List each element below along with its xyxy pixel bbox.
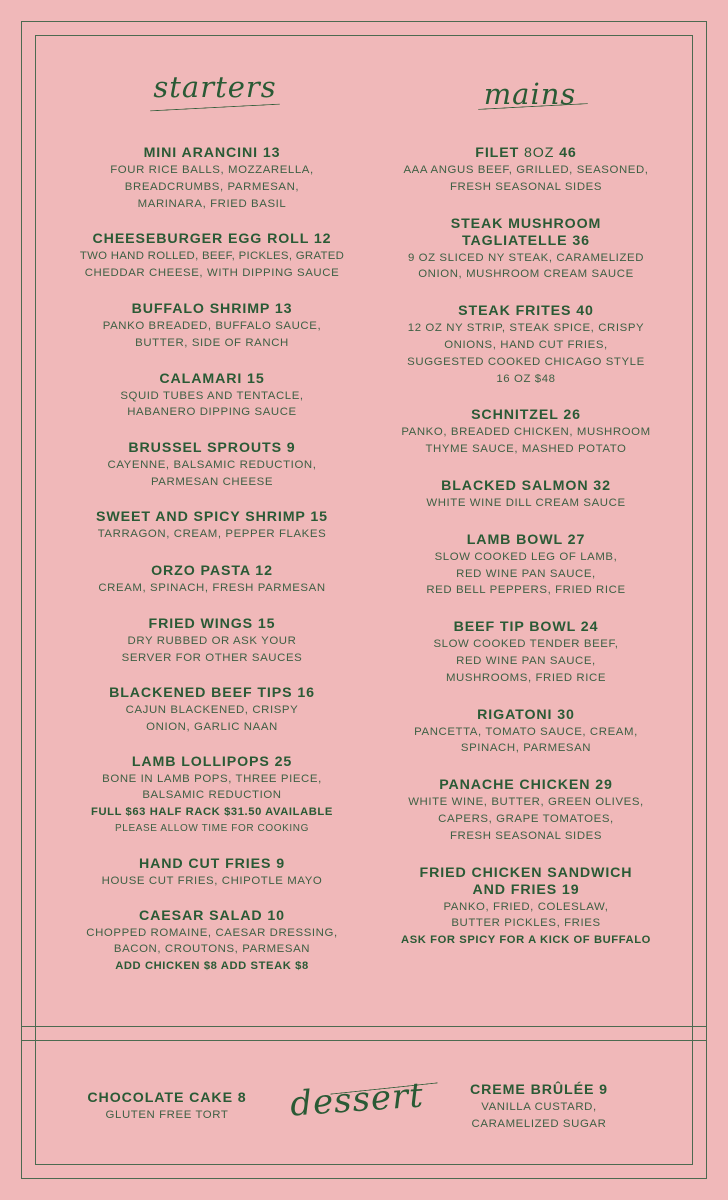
menu-item [55,685,369,736]
menu-item-desc: RED BELL PEPPERS, FRIED RICE [426,584,626,597]
dessert-desc: VANILLA CUSTARD, [481,1101,597,1113]
menu-item-desc: 9 OZ SLICED NY STEAK, CARAMELIZED [407,251,645,264]
menu-item-desc: PARMESAN CHEESE [150,475,274,488]
menu-item [372,777,680,844]
menu-item-title [372,145,680,162]
menu-item-desc: FOUR RICE BALLS, MOZZARELLA, [110,164,314,176]
menu-item [55,856,369,890]
menu-item [372,707,680,758]
menu-item-desc: SQUID TUBES AND TENTACLE, [120,389,304,402]
menu-item-title-line2: TAGLIATELLE 36 [462,232,590,249]
menu-item [372,478,680,512]
menu-item-desc: CAJUN BLACKENED, CRISPY [125,703,299,716]
menu-item [55,908,369,975]
menu-item [372,619,680,686]
menu-item-title: PANACHE CHICKEN 29 [439,777,613,794]
menu-item-title: BUFFALO SHRIMP 13 [131,300,293,317]
dessert-divider-bottom [21,1040,707,1041]
menu-item [55,440,369,491]
dessert-divider-top [21,1026,707,1027]
menu-item-desc: RED WINE PAN SAUCE, [456,567,596,580]
dessert-heading: dessert [288,1075,426,1125]
menu-item-desc: ONION, MUSHROOM CREAM SAUCE [418,268,634,281]
menu-item [372,532,680,599]
menu-item-desc: TWO HAND ROLLED, BEEF, PICKLES, GRATED [79,250,345,263]
menu-item-title: SCHNITZEL 26 [471,407,581,424]
menu-item [55,509,369,543]
menu-item-desc: CHOPPED ROMAINE, CAESAR DRESSING, [86,926,338,939]
menu-item-title: HAND CUT FRIES 9 [138,855,286,872]
menu-item [372,145,680,196]
menu-item-desc: HABANERO DIPPING SAUCE [127,406,297,419]
menu-item-title: RIGATONI 30 [477,706,575,723]
menu-item-desc: RED WINE PAN SAUCE, [456,654,596,667]
menu-item [55,145,369,212]
menu-item-desc: BONE IN LAMB POPS, THREE PIECE, [102,772,322,785]
menu-item-desc: SLOW COOKED TENDER BEEF, [433,638,619,651]
menu-item-desc: WHITE WINE, BUTTER, GREEN OLIVES, [408,796,644,809]
menu-item-title: STEAK FRITES 40 [458,303,594,320]
menu-item-desc: BACON, CROUTONS, PARMESAN [113,943,311,956]
menu-item [55,301,369,352]
mains-column [372,145,680,949]
menu-item-desc: PANKO, FRIED, COLESLAW, [443,900,609,913]
menu-item-desc: SUGGESTED COOKED CHICAGO STYLE [407,355,645,368]
menu-item [372,216,680,284]
menu-item-size: 8OZ [524,145,555,161]
dessert-desc: GLUTEN FREE TORT [105,1109,229,1121]
menu-item-desc: FRESH SEASONAL SIDES [449,180,603,193]
menu-item-desc: 16 OZ $48 [496,372,556,385]
menu-item-desc: CAPERS, GRAPE TOMATOES, [438,812,614,825]
menu-item-desc: ONIONS, HAND CUT FRIES, [444,338,608,351]
dessert-desc: CARAMELIZED SUGAR [471,1117,607,1130]
menu-item-desc: BUTTER PICKLES, FRIES [451,917,601,930]
menu-item-note: ADD CHICKEN $8 ADD STEAK $8 [115,960,309,973]
menu-item-desc: SPINACH, PARMESAN [460,742,592,755]
menu-item-desc: MARINARA, FRIED BASIL [137,197,287,210]
menu-item-desc: WHITE WINE DILL CREAM SAUCE [426,496,626,509]
menu-item [55,371,369,422]
menu-item-title: BRUSSEL SPROUTS 9 [128,440,296,457]
dessert-title: CHOCOLATE CAKE 8 [87,1090,247,1106]
menu-item-name: FILET [475,145,520,161]
menu-item-title: STEAK MUSHROOM [450,215,602,232]
menu-item [55,754,369,838]
menu-item-desc: PANKO BREADED, BUFFALO SAUCE, [102,319,322,332]
mains-heading: mains [483,77,577,111]
menu-item-desc: FRESH SEASONAL SIDES [449,829,603,842]
menu-item-desc: MUSHROOMS, FRIED RICE [445,671,607,684]
menu-item-desc: PANKO, BREADED CHICKEN, MUSHROOM [401,426,651,439]
menu-item-desc: 12 OZ NY STRIP, STEAK SPICE, CRISPY [407,322,645,335]
menu-item-title: LAMB BOWL 27 [466,531,586,548]
menu-item [55,231,369,282]
starters-heading: starters [153,70,277,104]
menu-item-title: BEEF TIP BOWL 24 [453,619,599,636]
menu-item-desc: CHEDDAR CHEESE, WITH DIPPING SAUCE [84,267,340,280]
menu-item-price: 46 [559,145,577,161]
menu-item-title: CHEESEBURGER EGG ROLL 12 [92,231,332,248]
menu-item-note: FULL $63 HALF RACK $31.50 AVAILABLE [91,806,333,819]
menu-item-desc: ONION, GARLIC NAAN [146,720,278,733]
menu-item-desc: THYME SAUCE, MASHED POTATO [425,443,627,456]
menu-item-title: SWEET AND SPICY SHRIMP 15 [96,508,328,525]
menu-item-note: ASK FOR SPICY FOR A KICK OF BUFFALO [401,934,651,947]
menu-item-desc: AAA ANGUS BEEF, GRILLED, SEASONED, [403,164,649,176]
menu-item-title: MINI ARANCINI 13 [143,145,281,161]
menu-item-desc: BREADCRUMBS, PARMESAN, [124,180,300,193]
menu-item-desc: SLOW COOKED LEG OF LAMB, [434,550,618,563]
menu-item-desc: BUTTER, SIDE OF RANCH [135,336,289,349]
menu-item-desc: DRY RUBBED OR ASK YOUR [127,635,297,648]
menu-item-desc: CREAM, SPINACH, FRESH PARMESAN [98,581,326,594]
menu-item-desc: HOUSE CUT FRIES, CHIPOTLE MAYO [101,874,323,887]
menu-item-footnote: PLEASE ALLOW TIME FOR COOKING [115,822,309,834]
menu-item-title: BLACKENED BEEF TIPS 16 [109,684,315,701]
menu-item-desc: SERVER FOR OTHER SAUCES [121,652,303,665]
menu-item-desc: PANCETTA, TOMATO SAUCE, CREAM, [414,725,638,738]
dessert-item-creme-brulee [450,1082,628,1133]
dessert-title: CREME BRÛLÉE 9 [470,1082,608,1098]
menu-item [372,865,680,949]
menu-item-desc: TARRAGON, CREAM, PEPPER FLAKES [97,527,327,540]
menu-item-desc: BALSAMIC REDUCTION [142,789,282,802]
menu-item-title: BLACKED SALMON 32 [441,477,611,494]
starters-column [55,145,369,975]
menu-item [372,407,680,458]
menu-item-title: CAESAR SALAD 10 [139,907,285,924]
menu-item-title: CALAMARI 15 [159,370,265,387]
dessert-item-chocolate-cake [60,1090,274,1124]
menu-item [55,616,369,667]
menu-item [55,563,369,597]
menu-item-title: LAMB LOLLIPOPS 25 [131,753,293,770]
menu-item-desc: CAYENNE, BALSAMIC REDUCTION, [107,459,317,472]
menu-item [372,303,680,387]
menu-item-title: FRIED WINGS 15 [148,616,276,633]
menu-item-title-line2: AND FRIES 19 [472,881,580,898]
menu-item-title: ORZO PASTA 12 [151,562,273,579]
menu-item-title: FRIED CHICKEN SANDWICH [419,864,633,881]
